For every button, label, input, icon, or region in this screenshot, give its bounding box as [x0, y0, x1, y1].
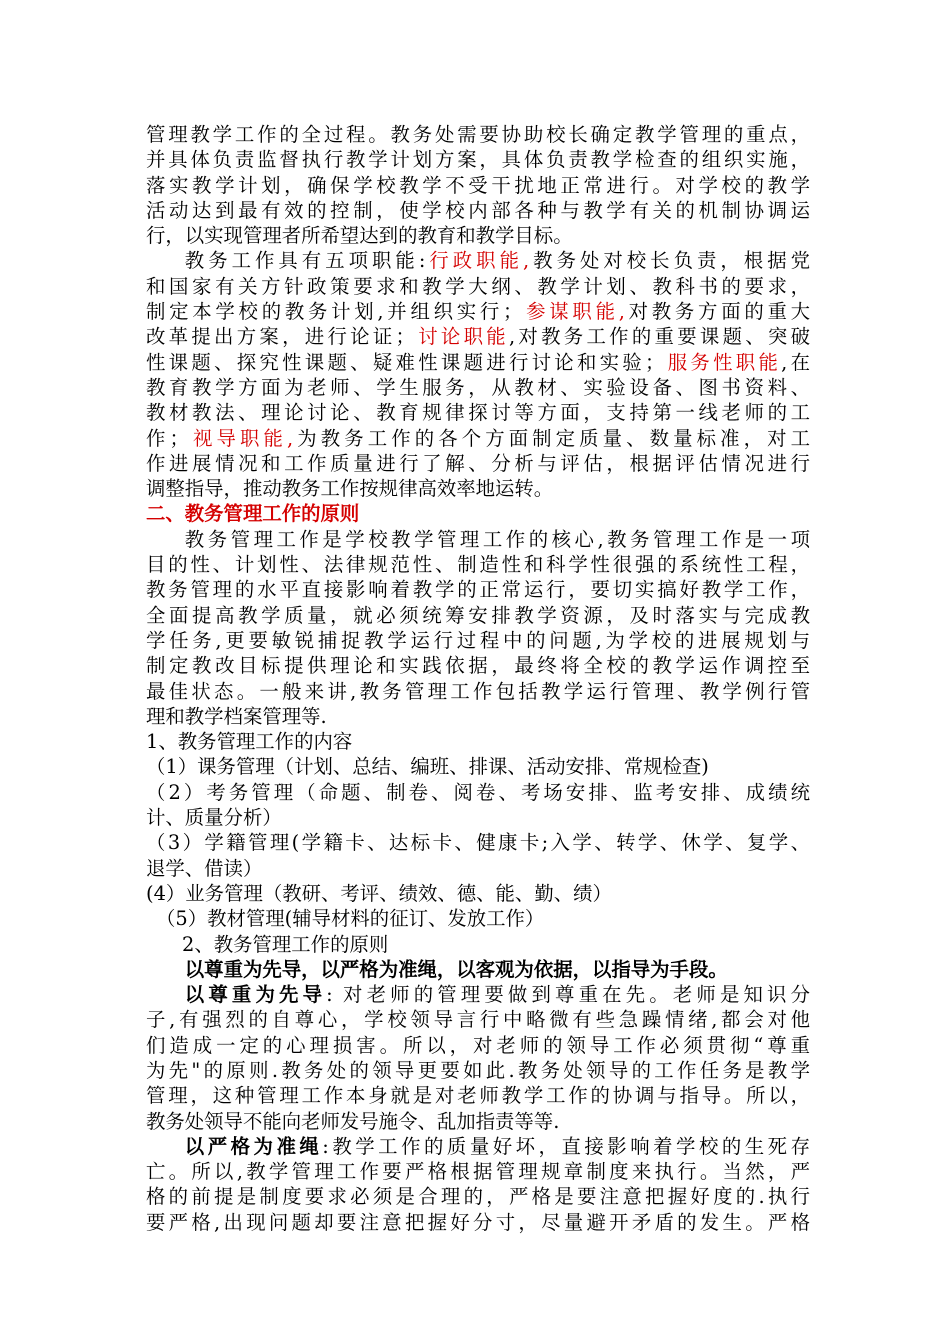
highlight-advisory-function: 参谋职能,	[522, 300, 625, 324]
list-item: （1）课务管理（计划、总结、编班、排课、活动安排、常规检查)	[146, 755, 709, 779]
list-item: （2）考务管理（命题、制卷、阅卷、考场安排、监考安排、成绩统	[146, 780, 810, 804]
text-line: 学任务,更要敏锐捕捉教学运行过程中的问题,为学校的进展规划与	[146, 628, 810, 652]
text-line: 教务管理的水平直接影响着教学的正常运行，要切实搞好教学工作，	[146, 578, 810, 602]
text-line: 管理，这种管理工作本身就是对老师教学工作的协调与指导。所以，	[146, 1084, 810, 1108]
text-line: 活动达到最有效的控制，使学校内部各种与教学有关的机制协调运	[146, 198, 810, 222]
text-line: 教务管理工作是学校教学管理工作的核心,教务管理工作是一项	[184, 527, 810, 551]
highlight-admin-function: 行政职能,	[425, 249, 530, 273]
text-line: 教育教学方面为老师、学生服务，从教材、实验设备、图书资料、	[146, 375, 810, 399]
text-line: 教务工作具有五项职能:行政职能,教务处对校长负责，根据党	[184, 249, 810, 273]
text-line: 以严格为准绳:教学工作的质量好坏，直接影响着学校的生死存	[184, 1134, 810, 1158]
text-line: 制定本学校的教务计划,并组织实行；参谋职能,对教务方面的重大	[146, 300, 811, 324]
text-line: 子,有强烈的自尊心，学校领导言行中略微有些急躁情绪,都会对他	[146, 1008, 810, 1032]
list-item: (4）业务管理（教研、考评、绩效、德、能、勤、绩）	[146, 881, 612, 905]
document-page	[146, 122, 810, 1235]
highlight-discussion-function: 讨论职能	[414, 325, 509, 349]
strict-label: 以严格为准绳	[184, 1134, 323, 1158]
text-line: 最佳状态。一般来讲,教务管理工作包括教学运行管理、教学例行管	[146, 679, 810, 703]
text-line: 以尊重为先导: 对老师的管理要做到尊重在先。老师是知识分	[184, 983, 811, 1007]
paragraph-intro	[146, 122, 810, 248]
paragraph-principles-intro	[146, 527, 810, 729]
text-line: 教务处领导不能向老师发号施令、乱加指责等等.	[146, 1109, 560, 1133]
text-line: 目的性、计划性、法律规范性、制造性和科学性很强的系统性工程，	[146, 553, 810, 577]
subheading-content: 1、教务管理工作的内容	[146, 730, 353, 754]
subheading-principles: 2、教务管理工作的原则	[182, 932, 389, 956]
list-item-continuation: 计、质量分析）	[146, 806, 282, 830]
list-item: （5）教材管理(辅导材料的征订、发放工作）	[156, 907, 545, 931]
paragraph-strict	[146, 1134, 810, 1235]
text-line: 行，以实现管理者所希望达到的教育和教学目标。	[146, 224, 573, 248]
list-item-continuation: 退学、借读）	[146, 856, 263, 880]
paragraph-respect	[146, 982, 810, 1134]
text-line: 要严格,出现问题却要注意把握好分寸，尽量避开矛盾的发生。严格	[146, 1210, 810, 1234]
text-line: 性课题、探究性课题、疑难性课题进行讨论和实验；服务性职能,在	[146, 350, 811, 374]
text-line: 调整指导，推动教务工作按规律高效率地运转。	[146, 477, 554, 501]
text-line: 教材教法、理论讨论、教育规律探讨等方面，支持第一线老师的工	[146, 401, 810, 425]
text-line: 落实教学计划，确保学校教学不受干扰地正常进行。对学校的教学	[146, 173, 810, 197]
text-line: 改革提出方案，进行论证；讨论职能,对教务工作的重要课题、突破	[146, 325, 811, 349]
paragraph-functions	[146, 248, 810, 501]
text-line: 管理教学工作的全过程。教务处需要协助校长确定教学管理的重点，	[146, 123, 810, 146]
text-line: 全面提高教学质量，就必须统筹安排教学资源，及时落实与完成教	[146, 603, 810, 627]
list-item: （3）学籍管理(学籍卡、达标卡、健康卡;入学、转学、休学、复学、	[146, 831, 810, 855]
text-line: 作进展情况和工作质量进行了解、分析与评估，根据评估情况进行	[146, 451, 810, 475]
text-line: 制定教改目标提供理论和实践依据，最终将全校的教学运作调控至	[146, 654, 810, 678]
text-line: 作；视导职能,为教务工作的各个方面制定质量、数量标准，对工	[146, 426, 811, 450]
text-line: 亡。所以,教学管理工作要严格根据管理规章制度来执行。当然，严	[146, 1160, 810, 1184]
text-line: 理和教学档案管理等.	[146, 704, 327, 728]
content-list	[146, 754, 810, 931]
highlight-service-function: 服务性职能	[664, 350, 782, 374]
text-line: 和国家有关方针政策要求和教学大纲、教学计划、教科书的要求，	[146, 274, 810, 298]
text-line: 为先"的原则.教务处的领导更要如此.教务处领导的工作任务是教学	[146, 1058, 810, 1082]
text-line: 们造成一定的心理损害。所以，对老师的领导工作必须贯彻“尊重	[146, 1033, 810, 1057]
section-heading: 二、教务管理工作的原则	[146, 502, 360, 526]
text-line: 并具体负责监督执行教学计划方案，具体负责教学检查的组织实施，	[146, 148, 810, 172]
highlight-supervision-function: 视导职能,	[188, 426, 294, 450]
text-line: 格的前提是制度要求必须是合理的，严格是要注意把握好度的.执行	[146, 1185, 810, 1209]
respect-label: 以尊重为先导	[184, 983, 327, 1007]
principle-statement: 以尊重为先导，以严格为准绳，以客观为依据，以指导为手段。	[184, 957, 728, 981]
